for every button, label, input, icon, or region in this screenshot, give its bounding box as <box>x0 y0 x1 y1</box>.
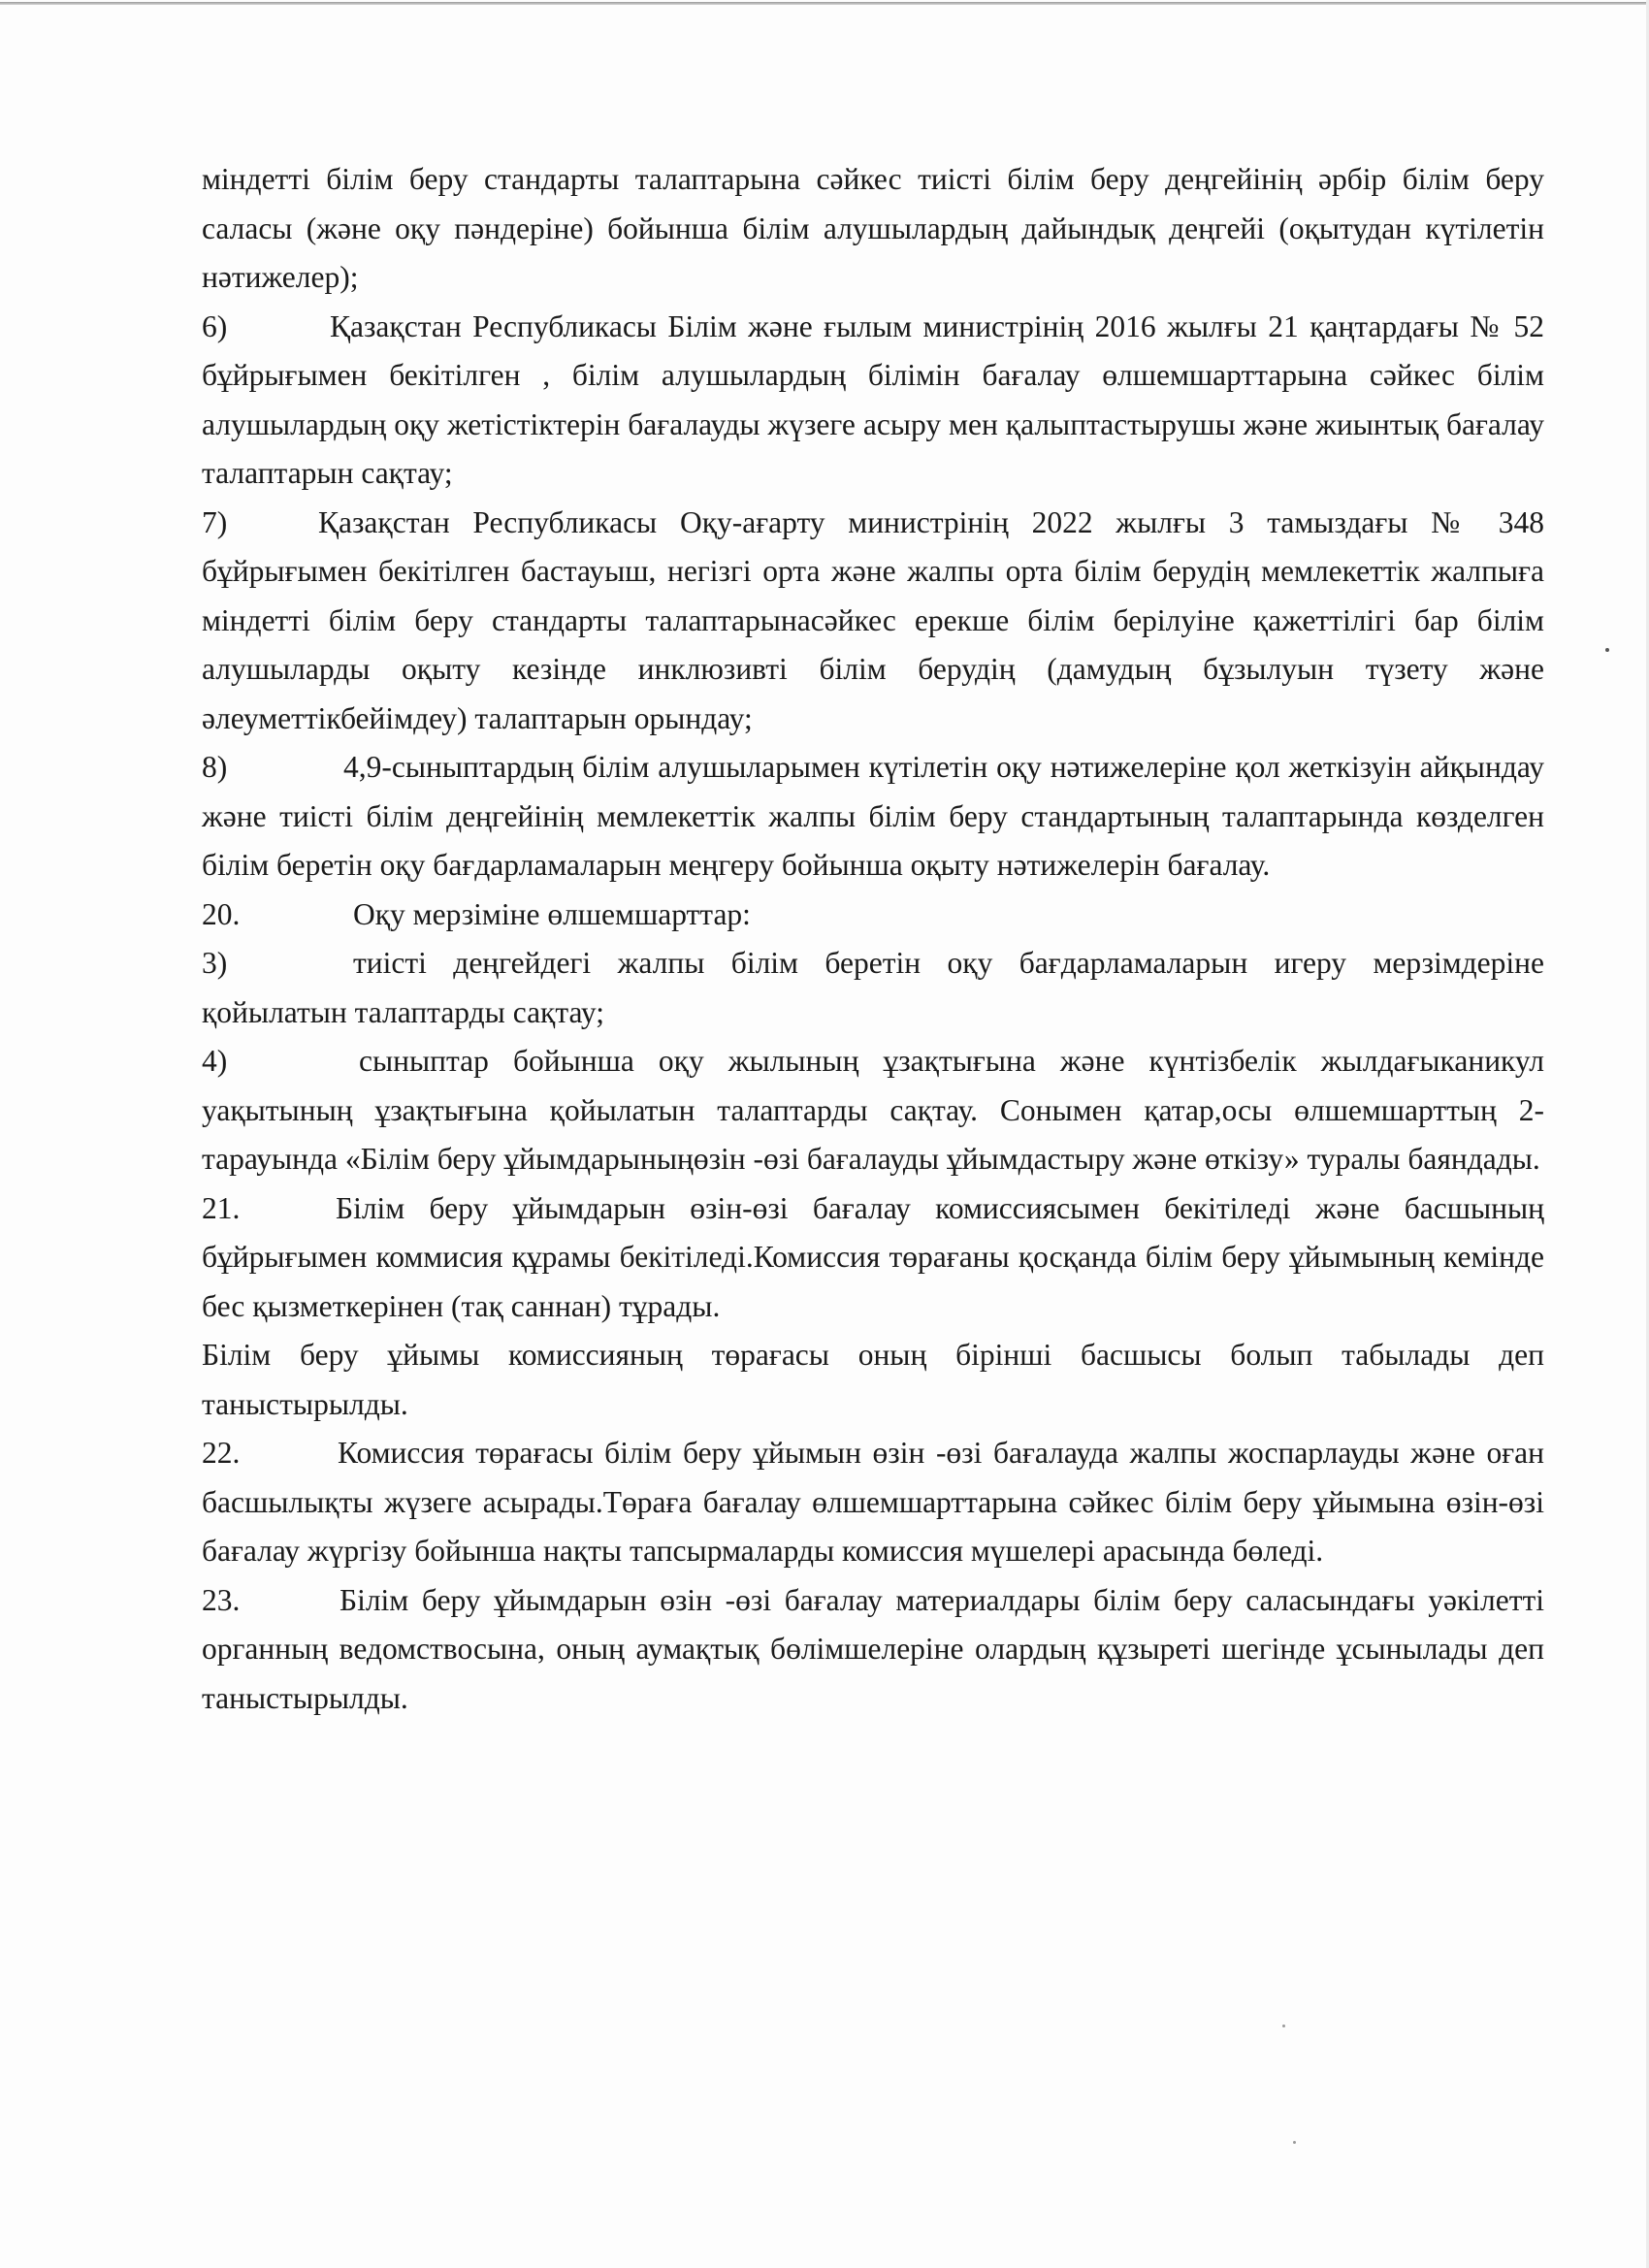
list-item-4 <box>202 1037 1544 1184</box>
item-text: Оқу мерзіміне өлшемшарттар: <box>353 896 751 931</box>
scan-speck <box>1293 2141 1296 2144</box>
item-number: 4) <box>202 1044 228 1078</box>
item-number: 23. <box>202 1582 241 1617</box>
item-number: 8) <box>202 750 228 784</box>
item-text: сыныптар бойынша оқу жылының ұзақтығына және күнтізбелік жылдағыканикул уақытының ұзақтығына қойылатын талаптарды сақтау. Сонымен қатар,осы өлшемшарттың 2-тарауында «Білім беру ұйымдарыныңөзін -өзі бағалауды ұйымдастыру және өткізу» туралы баяндады. <box>202 1044 1544 1176</box>
item-number: 22. <box>202 1436 241 1470</box>
scan-speck <box>1605 648 1609 652</box>
scan-edge-line <box>0 2 1649 5</box>
list-item-6 <box>202 303 1544 499</box>
item-text: Білім беру ұйымдарын өзін -өзі бағалау материалдары білім беру саласындағы уәкілетті органның ведомствосына, оның аумақтық бөлімшелеріне олардың құзыреті шегінде ұсынылады деп таныстырылды. <box>202 1582 1544 1715</box>
item-number: 3) <box>202 946 228 980</box>
item-text: тиісті деңгейдегі жалпы білім беретін оқу бағдарламаларын игеру мерзімдеріне қойылатын талаптарды сақтау; <box>202 946 1544 1029</box>
chair-paragraph: Білім беру ұйымы комиссияның төрағасы оның бірінші басшысы болып табылады деп таныстырылды. <box>202 1338 1544 1421</box>
list-item-8 <box>202 743 1544 891</box>
scan-speck <box>1282 2025 1285 2027</box>
item-text: Қазақстан Республикасы Білім және ғылым министрінің 2016 жылғы 21 қаңтардағы № 52 бұйрығымен бекітілген , білім алушылардың білімін бағалау өлшемшарттарына сәйкес білім алушылардың оқу жетістіктерін бағалауды жүзеге асыру мен қалыптастырушы және жиынтық бағалау талаптарын сақтау; <box>202 308 1544 490</box>
item-number: 20. <box>202 896 241 931</box>
list-item-7 <box>202 499 1544 744</box>
item-text: Білім беру ұйымдарын өзін-өзі бағалау комиссиясымен бекітіледі және басшының бұйрығымен коммисия құрамы бекітіледі.Комиссия төрағаны қосқанда білім беру ұйымының кемінде бес қызметкерінен (тақ саннан) тұрады. <box>202 1190 1544 1323</box>
list-item-3 <box>202 939 1544 1037</box>
item-text: Қазақстан Республикасы Оқу-ағарту министрінің 2022 жылғы 3 тамыздағы № 348 бұйрығымен бекітілген бастауыш, негізгі орта және жалпы орта білім берудің мемлекеттік жалпыға міндетті білім беру стандарты талаптарынасәйкес ерекше білім берілуіне қажеттілігі бар білім алушыларды оқыту кезінде инклюзивті білім берудің (дамудың бұзылуын түзету және әлеуметтікбейімдеу) талаптарын орындау; <box>202 504 1544 735</box>
section-23 <box>202 1576 1544 1724</box>
section-21 <box>202 1184 1544 1332</box>
intro-paragraph: міндетті білім беру стандарты талаптарына сәйкес тиісті білім беру деңгейінің әрбір білім беру саласы (және оқу пәндеріне) бойынша білім алушылардың дайындық деңгейі (оқытудан күтілетін нәтижелер); <box>202 162 1544 294</box>
section-20 <box>202 891 1544 940</box>
section-22 <box>202 1429 1544 1576</box>
item-number: 7) <box>202 504 228 539</box>
item-number: 21. <box>202 1190 241 1225</box>
item-text: 4,9-сыныптардың білім алушыларымен күтілетін оқу нәтижелеріне қол жеткізуін айқындау және тиісті білім деңгейінің мемлекеттік жалпы білім беру стандартының талаптарында көзделген білім беретін оқу бағдарламаларын меңгеру бойынша оқыту нәтижелерін бағалау. <box>202 750 1544 882</box>
document-body <box>202 155 1544 1723</box>
item-number: 6) <box>202 308 228 343</box>
item-text: Комиссия төрағасы білім беру ұйымын өзін -өзі бағалауда жалпы жоспарлауды және оған басшылықты жүзеге асырады.Төраға бағалау өлшемшарттарына сәйкес білім беру ұйымына өзін-өзі бағалау жүргізу бойынша нақты тапсырмаларды комиссия мүшелері арасында бөледі. <box>202 1436 1544 1568</box>
